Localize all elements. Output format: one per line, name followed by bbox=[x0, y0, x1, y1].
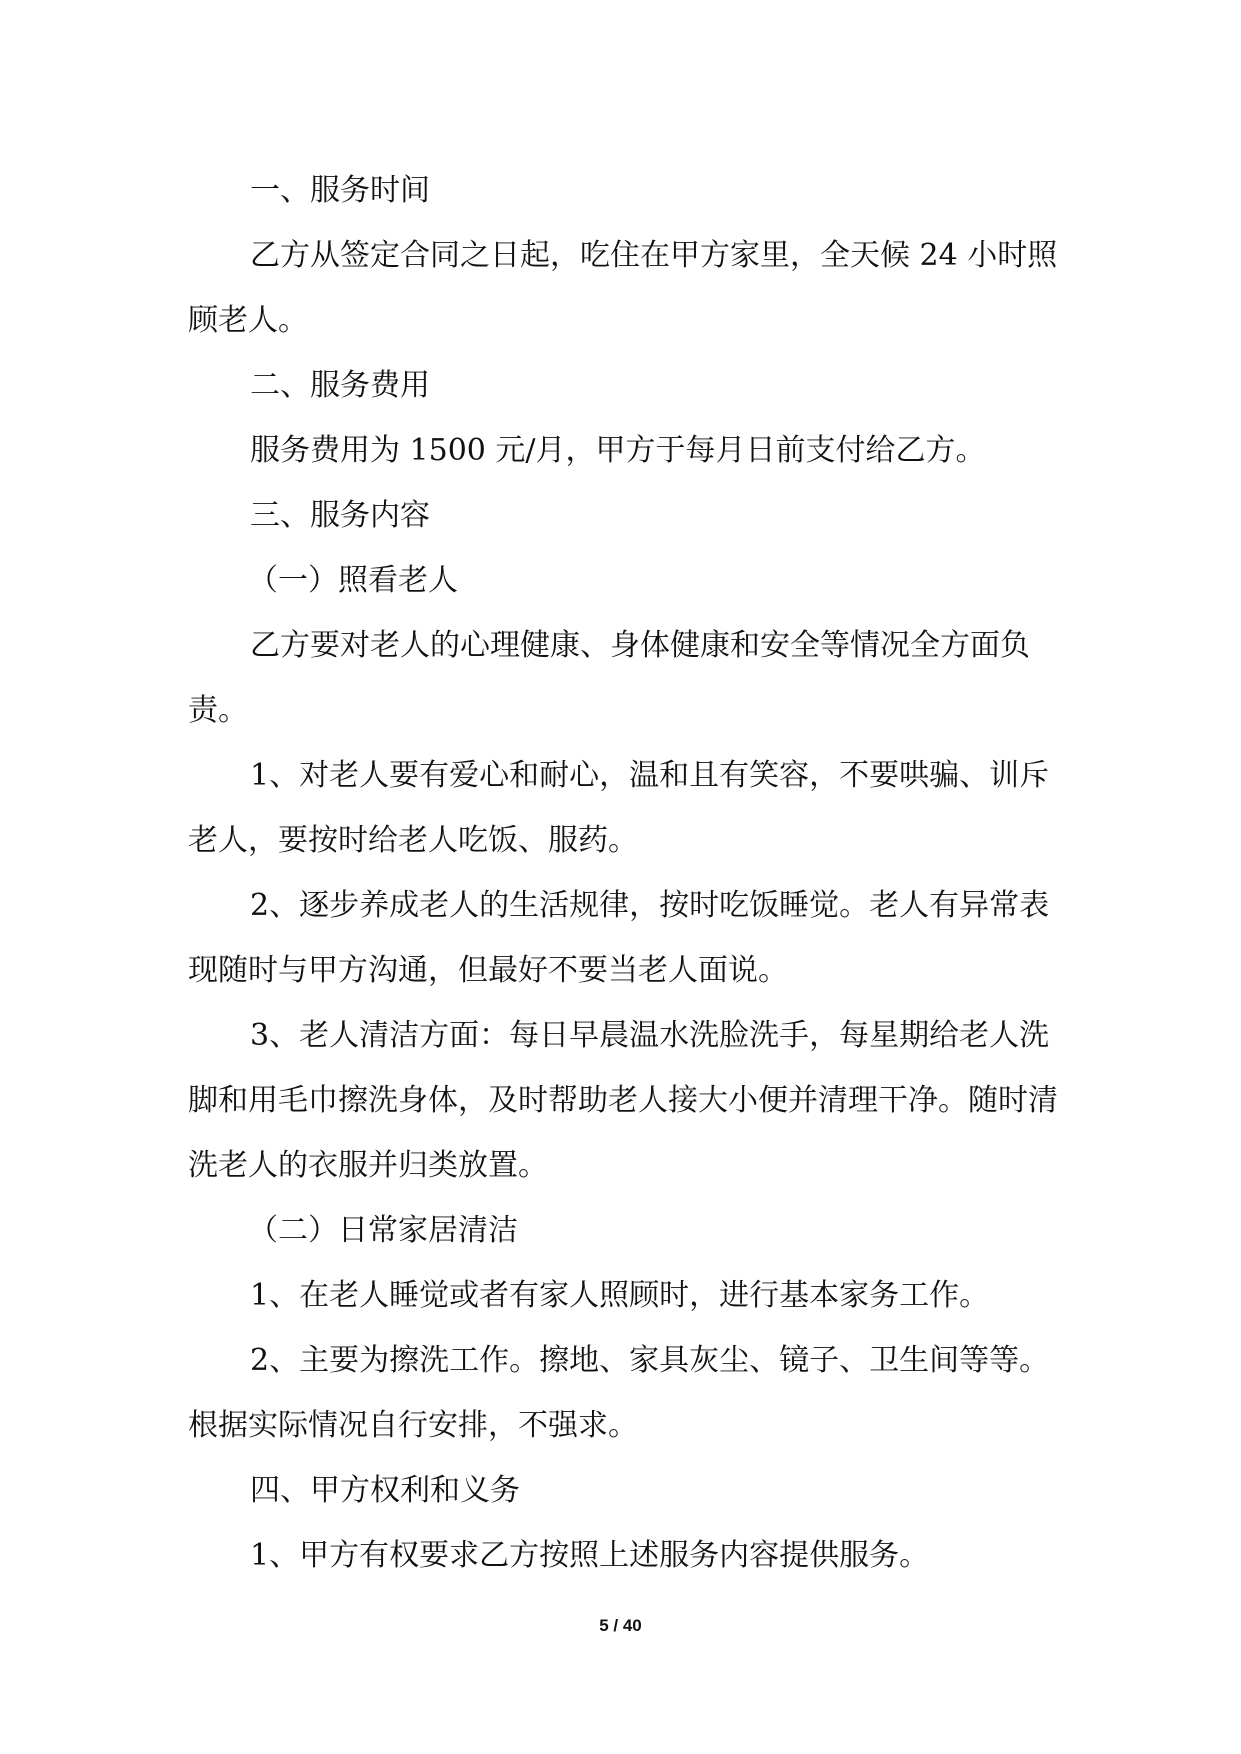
list-item-elder-care-1: 1、对老人要有爱心和耐心，温和且有笑容，不要哄骗、训斥老人，要按时给老人吃饭、服药。 bbox=[188, 758, 1050, 858]
section-heading-service-fee: 二、服务费用 bbox=[250, 368, 430, 403]
list-item-elder-care-2: 2、逐步养成老人的生活规律，按时吃饭睡觉。老人有异常表现随时与甲方沟通，但最好不要当老人面说。 bbox=[188, 888, 1050, 988]
section-heading-service-content: 三、服务内容 bbox=[250, 498, 430, 533]
section-heading-service-time: 一、服务时间 bbox=[250, 173, 430, 208]
paragraph-service-time: 乙方从签定合同之日起，吃住在甲方家里，全天候 24 小时照顾老人。 bbox=[188, 238, 1058, 338]
paragraph-elder-care-intro: 乙方要对老人的心理健康、身体健康和安全等情况全方面负责。 bbox=[188, 628, 1030, 728]
list-item-party-a-rights-1: 1、甲方有权要求乙方按照上述服务内容提供服务。 bbox=[250, 1538, 930, 1573]
list-item-house-cleaning-2: 2、主要为擦洗工作。擦地、家具灰尘、镜子、卫生间等等。根据实际情况自行安排，不强求。 bbox=[188, 1343, 1050, 1443]
list-item-house-cleaning-1: 1、在老人睡觉或者有家人照顾时，进行基本家务工作。 bbox=[250, 1278, 990, 1313]
document-body bbox=[188, 158, 1058, 1588]
page-number: 5 / 40 bbox=[599, 1616, 642, 1635]
subheading-house-cleaning: （二）日常家居清洁 bbox=[248, 1213, 518, 1248]
paragraph-service-fee: 服务费用为 1500 元/月，甲方于每月日前支付给乙方。 bbox=[250, 433, 986, 468]
section-heading-party-a-rights: 四、甲方权利和义务 bbox=[250, 1473, 520, 1508]
subheading-elder-care: （一）照看老人 bbox=[248, 563, 458, 598]
list-item-elder-care-3: 3、老人清洁方面：每日早晨温水洗脸洗手，每星期给老人洗脚和用毛巾擦洗身体，及时帮助老人接大小便并清理干净。随时清洗老人的衣服并归类放置。 bbox=[188, 1018, 1058, 1183]
